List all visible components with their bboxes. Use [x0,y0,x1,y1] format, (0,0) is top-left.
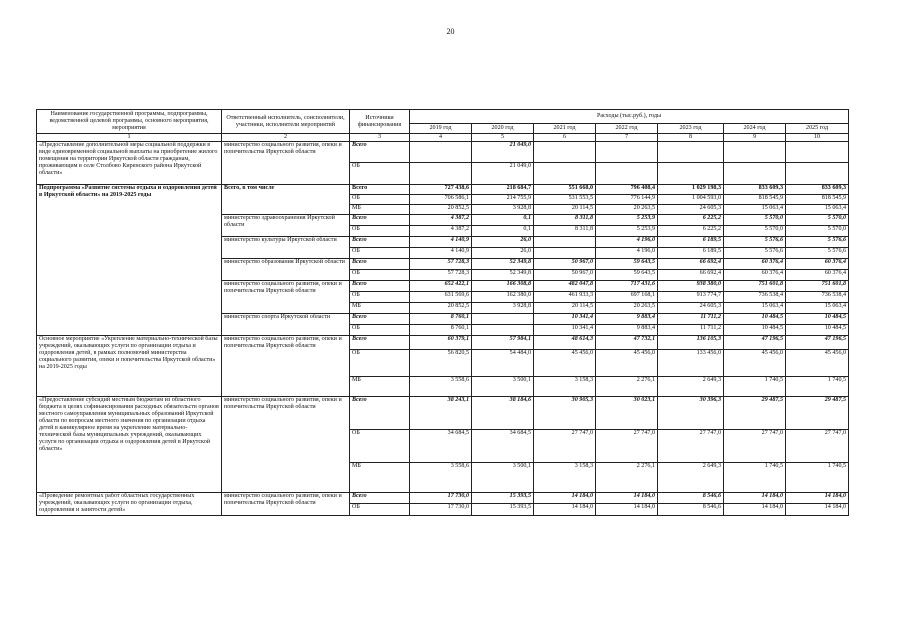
expense-value: 30 905,3 [534,397,596,430]
expense-value [786,142,849,163]
expense-value: 166 308,8 [472,281,534,292]
expense-value: 0,1 [472,226,534,237]
expense-value [410,142,472,163]
expense-value: 11 711,2 [658,314,724,325]
expense-value: 26,0 [472,248,534,259]
expense-value: 706 586,1 [410,195,472,205]
funding-source: Всего [350,397,410,430]
expense-value: 60 379,1 [410,336,472,350]
expense-value: 4 196,0 [596,248,658,259]
expense-value: 10 341,4 [534,325,596,336]
column-number: 1 [37,134,222,142]
expense-value: 14 184,0 [534,504,596,516]
expense-value: 14 184,0 [724,504,786,516]
expense-value: 30 023,1 [596,397,658,430]
expense-value: 59 643,5 [596,270,658,281]
expense-value [658,142,724,163]
expense-value: 29 487,5 [786,397,849,430]
expense-value: 717 431,6 [596,281,658,292]
expense-value: 17 730,0 [410,493,472,504]
expense-value: 2 276,1 [596,377,658,397]
expense-value: 4 387,2 [410,215,472,226]
expense-value: 5 570,0 [724,215,786,226]
funding-source: ОБ [350,504,410,516]
funding-source: Всего [350,336,410,350]
funding-source: Всего [350,185,410,195]
expense-value: 59 643,5 [596,259,658,270]
expense-value: 45 456,0 [724,350,786,377]
header-year: 2019 год [410,124,472,134]
funding-source: Всего [350,237,410,248]
expense-value: 20 852,5 [410,303,472,314]
expense-value: 833 609,3 [786,185,849,195]
expense-value: 218 684,7 [472,185,534,195]
expense-value: 4 140,9 [410,248,472,259]
column-number: 10 [786,134,849,142]
expense-value: 14 184,0 [596,504,658,516]
expense-value [472,314,534,325]
expense-value: 2 649,3 [658,377,724,397]
expense-value: 5 570,0 [724,226,786,237]
expense-value: 47 196,5 [724,336,786,350]
expense-value: 50 967,0 [534,270,596,281]
funding-source: Всего [350,314,410,325]
budget-table [36,109,849,516]
expense-value: 47 732,1 [596,336,658,350]
program-name: «Предоставление субсидий местным бюджетам из областного бюджета в целях софинансирования расходных обязательств органов местного самоуправления муниципальных образований Иркутской области по вопросам местного значения по организации отдыха детей в каникулярное время на укрепление материально-технической базы муниципальных учреждений, оказывающих услуги по организации отдыха и оздоровления детей в Иркутской области» [37,397,222,493]
table-row [37,493,849,504]
header-program: Наименование государственной программы, подпрограммы, ведомственной целевой программы, основного мероприятия, мероприятия [37,110,222,134]
expense-value: 57 728,3 [410,270,472,281]
executor-name: министерство спорта Иркутской области [222,314,350,336]
expense-value: 531 553,5 [534,195,596,205]
executor-name: министерство здравоохранения Иркутской области [222,215,350,237]
expense-value: 29 487,5 [724,397,786,430]
funding-source: ОБ [350,292,410,303]
expense-value: 30 396,3 [658,397,724,430]
expense-value: 2 649,3 [658,463,724,493]
expense-value: 45 456,0 [596,350,658,377]
expense-value: 56 820,5 [410,350,472,377]
expense-value: 15 063,4 [786,205,849,215]
expense-value: 9 883,4 [596,325,658,336]
expense-value: 26,0 [472,237,534,248]
expense-value: 776 144,9 [596,195,658,205]
expense-value: 938 380,0 [658,281,724,292]
executor-name: Всего, в том числе [222,185,350,215]
expense-value: 1 004 593,0 [658,195,724,205]
header-year: 2025 год [786,124,849,134]
expense-value: 727 438,6 [410,185,472,195]
expense-value: 796 408,4 [596,185,658,195]
expense-value: 8 546,6 [658,493,724,504]
expense-value: 14 184,0 [786,504,849,516]
executor-name: министерство культуры Иркутской области [222,237,350,259]
expense-value [724,142,786,163]
expense-value [658,163,724,185]
expense-value: 6 225,2 [658,226,724,237]
expense-value [724,163,786,185]
expense-value: 66 692,4 [658,270,724,281]
funding-source: ОБ [350,430,410,463]
expense-value: 214 755,9 [472,195,534,205]
expense-value: 66 692,4 [658,259,724,270]
funding-source: МБ [350,377,410,397]
program-name: Основное мероприятие «Укрепление материально-технической базы учреждений, оказывающих услуги по организации отдыха и оздоровления детей, в рамках полномочий министерства социального развития, опеки и попечительства Иркутской области» на 2019-2025 годы [37,336,222,397]
expense-value: 736 538,4 [786,292,849,303]
column-number: 8 [658,134,724,142]
expense-value: 20 263,5 [596,303,658,314]
expense-value: 2 276,1 [596,463,658,493]
funding-source: МБ [350,205,410,215]
expense-value: 5 576,6 [724,248,786,259]
expense-value: 913 774,7 [658,292,724,303]
expense-value: 3 558,6 [410,377,472,397]
expense-value: 1 740,5 [724,463,786,493]
expense-value: 15 393,5 [472,504,534,516]
funding-source: Всего [350,215,410,226]
expense-value: 1 029 198,3 [658,185,724,195]
expense-value: 5 253,9 [596,226,658,237]
header-year: 2020 год [472,124,534,134]
header-source: Источники финансирования [350,110,410,134]
funding-source: ОБ [350,350,410,377]
expense-value: 27 747,0 [658,430,724,463]
expense-value: 38 184,6 [472,397,534,430]
expense-value: 6 225,2 [658,215,724,226]
program-name: Подпрограмма «Развитие системы отдыха и оздоровления детей в Иркутской области» на 2019-2025 годы [37,185,222,336]
expense-value: 57 728,3 [410,259,472,270]
table-row [37,142,849,163]
expense-value: 10 341,4 [534,314,596,325]
expense-value: 60 376,4 [786,259,849,270]
expense-value: 3 500,1 [472,377,534,397]
expense-value: 4 140,9 [410,237,472,248]
header-year: 2022 год [596,124,658,134]
executor-name: министерство образования Иркутской области [222,259,350,281]
expense-value: 5 576,6 [724,237,786,248]
program-name: «Проведение ремонтных работ областных государственных учреждений, оказывающих услуги по организации отдыха, оздоровления и занятости детей» [37,493,222,516]
column-number: 5 [472,134,534,142]
executor-name: министерство социального развития, опеки и попечительства Иркутской области [222,493,350,516]
expense-value: 57 984,1 [472,336,534,350]
expense-value: 20 114,5 [534,205,596,215]
expense-value: 8 311,8 [534,215,596,226]
expense-value: 47 196,5 [786,336,849,350]
expense-value: 1 740,5 [724,377,786,397]
expense-value: 3 158,3 [534,463,596,493]
expense-value: 10 484,5 [786,325,849,336]
expense-value: 15 063,4 [786,303,849,314]
expense-value: 8 546,6 [658,504,724,516]
expense-value: 14 184,0 [596,493,658,504]
program-name: «Предоставление дополнительной меры социальной поддержки в виде единовременной социальной выплаты на приобретение жилого помещения на территории Иркутской области гражданам, проживающим в селе Столбово Киренского района Иркутской области» [37,142,222,185]
expense-value: 45 456,0 [534,350,596,377]
funding-source: Всего [350,259,410,270]
expense-value: 27 747,0 [724,430,786,463]
expense-value [534,248,596,259]
expense-value: 5 570,0 [786,215,849,226]
expense-value: 24 605,3 [658,205,724,215]
header-executor: Ответственный исполнитель, соисполнители, участники, исполнители мероприятий [222,110,350,134]
funding-source: ОБ [350,195,410,205]
funding-source: ОБ [350,248,410,259]
expense-value: 3 158,3 [534,377,596,397]
expense-value: 652 422,1 [410,281,472,292]
expense-value: 631 569,6 [410,292,472,303]
expense-value: 10 484,5 [786,314,849,325]
expense-value: 736 538,4 [724,292,786,303]
funding-source: ОБ [350,163,410,185]
expense-value: 27 747,0 [534,430,596,463]
expense-value: 8 760,1 [410,325,472,336]
column-number: 9 [724,134,786,142]
executor-name: министерство социального развития, опеки и попечительства Иркутской области [222,281,350,314]
expense-value: 818 545,9 [786,195,849,205]
expense-value: 27 747,0 [786,430,849,463]
expense-value: 60 376,4 [724,259,786,270]
expense-value: 697 168,1 [596,292,658,303]
expense-value: 1 740,5 [786,377,849,397]
table-row [37,397,849,430]
expense-value: 52 349,8 [472,270,534,281]
funding-source: ОБ [350,325,410,336]
expense-value: 133 456,0 [658,350,724,377]
expense-value: 5 576,6 [786,237,849,248]
expense-value: 48 614,3 [534,336,596,350]
expense-value: 751 601,8 [724,281,786,292]
expense-value: 60 376,4 [786,270,849,281]
expense-value: 21 049,0 [472,163,534,185]
expense-value: 162 380,0 [472,292,534,303]
expense-value: 9 883,4 [596,314,658,325]
expense-value: 14 184,0 [786,493,849,504]
expense-value [410,163,472,185]
expense-value: 60 376,4 [724,270,786,281]
column-number: 3 [350,134,410,142]
expense-value: 15 393,5 [472,493,534,504]
expense-value: 551 668,0 [534,185,596,195]
table-row [37,336,849,350]
expense-value [596,142,658,163]
expense-value: 24 605,3 [658,303,724,314]
expense-value: 6 189,5 [658,248,724,259]
expense-value [596,163,658,185]
executor-name: министерство социального развития, опеки и попечительства Иркутской области [222,142,350,185]
header-expenses: Расходы (тыс.руб.), годы [410,110,849,124]
funding-source: Всего [350,281,410,292]
funding-source: МБ [350,463,410,493]
expense-value: 818 545,9 [724,195,786,205]
column-number: 4 [410,134,472,142]
expense-value [534,163,596,185]
header-year: 2023 год [658,124,724,134]
expense-value: 461 933,3 [534,292,596,303]
expense-value: 45 456,0 [786,350,849,377]
page-number: 20 [446,27,455,36]
expense-value: 5 576,6 [786,248,849,259]
expense-value [534,142,596,163]
expense-value [534,237,596,248]
expense-value: 136 105,3 [658,336,724,350]
expense-value: 833 609,3 [724,185,786,195]
funding-source: Всего [350,493,410,504]
expense-value: 751 601,8 [786,281,849,292]
expense-value [786,163,849,185]
expense-value: 10 484,5 [724,314,786,325]
expense-value: 21 049,0 [472,142,534,163]
expense-value: 34 684,5 [410,430,472,463]
expense-value: 10 484,5 [724,325,786,336]
expense-value: 15 063,4 [724,205,786,215]
expense-value: 27 747,0 [596,430,658,463]
expense-value: 4 387,2 [410,226,472,237]
expense-value: 52 349,8 [472,259,534,270]
expense-value: 20 114,5 [534,303,596,314]
expense-value: 3 928,8 [472,303,534,314]
expense-value: 14 184,0 [534,493,596,504]
expense-value: 6 189,5 [658,237,724,248]
column-number: 6 [534,134,596,142]
expense-value: 54 484,0 [472,350,534,377]
expense-value: 5 570,0 [786,226,849,237]
expense-value: 482 047,8 [534,281,596,292]
expense-value: 0,1 [472,215,534,226]
table-row [37,185,849,195]
header-year: 2021 год [534,124,596,134]
expense-value: 8 760,1 [410,314,472,325]
expense-value: 20 263,5 [596,205,658,215]
funding-source: МБ [350,303,410,314]
expense-value: 8 311,8 [534,226,596,237]
expense-value: 11 711,2 [658,325,724,336]
executor-name: министерство социального развития, опеки и попечительства Иркутской области [222,336,350,397]
expense-value: 3 500,1 [472,463,534,493]
expense-value [472,325,534,336]
expense-value: 20 852,5 [410,205,472,215]
executor-name: министерство социального развития, опеки и попечительства Иркутской области [222,397,350,493]
expense-value: 14 184,0 [724,493,786,504]
expense-value: 4 196,0 [596,237,658,248]
expense-value: 15 063,4 [724,303,786,314]
expense-value: 17 730,0 [410,504,472,516]
column-number: 7 [596,134,658,142]
column-number: 2 [222,134,350,142]
funding-source: Всего [350,142,410,163]
header-year: 2024 год [724,124,786,134]
expense-value: 1 740,5 [786,463,849,493]
expense-value: 3 928,8 [472,205,534,215]
funding-source: ОБ [350,226,410,237]
expense-value: 34 684,5 [472,430,534,463]
expense-value: 38 243,1 [410,397,472,430]
expense-value: 50 967,0 [534,259,596,270]
expense-value: 3 558,6 [410,463,472,493]
funding-source: ОБ [350,270,410,281]
expense-value: 5 253,9 [596,215,658,226]
